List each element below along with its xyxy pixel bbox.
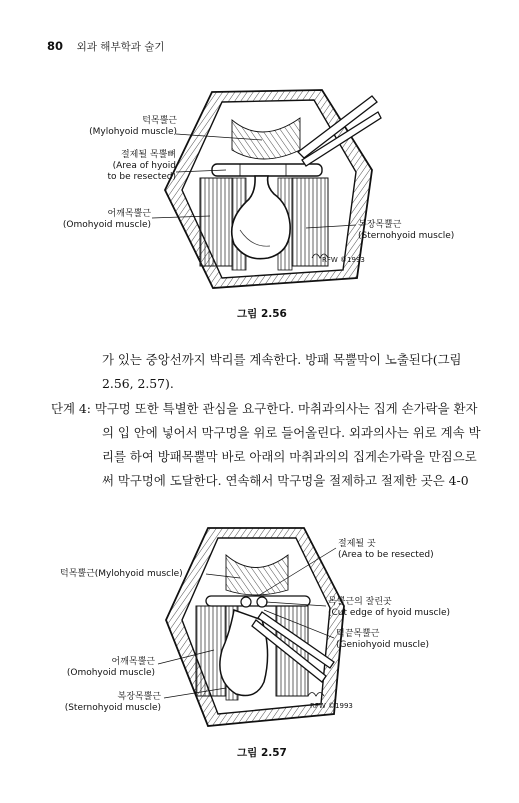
body-line-2: 2.56, 2.57). — [102, 376, 174, 391]
label-sternohyoid-en: (Sternohyoid muscle) — [358, 231, 455, 241]
label-hyoid-en1: (Area of hyoid — [112, 161, 176, 171]
fig1-signature: RFW ©1993 — [322, 256, 365, 264]
label-hyoid-kr: 절제될 목뿔뼈 — [120, 150, 176, 160]
body-line-5: 리를 하여 방패목뿔막 바로 아래의 마취과의의 집게손가락을 만짐으로 — [102, 449, 477, 464]
figure-caption-2-56: 그림 2.56 — [237, 308, 287, 320]
label-hyoid-en2: to be resected) — [107, 172, 176, 182]
label-sternohyoid-kr: 복장목뿔근 — [358, 220, 402, 230]
fig2-signature: RFW ©1993 — [310, 702, 353, 710]
label-mylohyoid-en: (Mylohyoid muscle) — [89, 127, 177, 137]
label-omo-kr: 어깨목뿔근 — [111, 657, 155, 667]
body-line-1: 가 있는 중앙선까지 박리를 계속한다. 방패 목뿔막이 노출된다(그림 — [102, 352, 462, 367]
label-omohyoid-kr: 어깨목뿔근 — [107, 209, 151, 219]
label-genio-kr: 턱끝목뿔근 — [336, 629, 380, 639]
label-genio-en: (Geniohyoid muscle) — [336, 640, 430, 650]
fig1-label-omohyoid — [63, 209, 151, 231]
fig1-drawing — [152, 90, 381, 288]
body-line-6: 써 막구멍에 도달한다. 연속해서 막구멍을 절제하고 절제한 곳은 4-0 — [102, 473, 469, 488]
fig1-label-mylohyoid — [89, 116, 177, 138]
fig2-drawing — [158, 528, 353, 726]
fig2-label-omohyoid — [67, 657, 155, 679]
label-cut-kr: 목뿔근의 잘린곳 — [328, 597, 392, 607]
fig2-label-area — [338, 539, 434, 561]
label-area-kr: 절제될 곳 — [338, 539, 376, 549]
fig1-label-sternohyoid — [358, 220, 454, 242]
fig1-label-hyoid — [107, 150, 176, 183]
fig2-label-mylohyoid: 턱목뿔근(Mylohyoid muscle) — [60, 569, 183, 579]
body-line-4: 의 입 안에 넣어서 막구멍을 위로 들어올린다. 외과의사는 위로 계속 박 — [102, 425, 481, 440]
label-omo-en: (Omohyoid muscle) — [66, 668, 155, 678]
label-sterno-kr: 복장목뿔근 — [117, 692, 161, 702]
fig2-label-geniohyoid — [336, 629, 429, 651]
label-omohyoid-en: (Omohyoid muscle) — [62, 220, 151, 230]
book-title: 외과 해부학과 술기 — [76, 41, 165, 53]
body-line-3: 단계 4: 막구멍 또한 특별한 관심을 요구한다. 마취과의사는 집게 손가락을 환자 — [51, 401, 478, 416]
fig2-label-sternohyoid — [65, 692, 161, 714]
label-area-en: (Area to be resected) — [338, 550, 434, 560]
label-cut-en: (Cut edge of hyoid muscle) — [328, 608, 451, 618]
page-number: 80 — [47, 39, 64, 53]
figure-caption-2-57: 그림 2.57 — [237, 747, 287, 759]
fig2-label-cut-edge — [328, 597, 450, 619]
label-mylohyoid-kr: 턱목뿔근 — [142, 116, 177, 126]
label-sterno-en: (Sternohyoid muscle) — [64, 703, 161, 713]
